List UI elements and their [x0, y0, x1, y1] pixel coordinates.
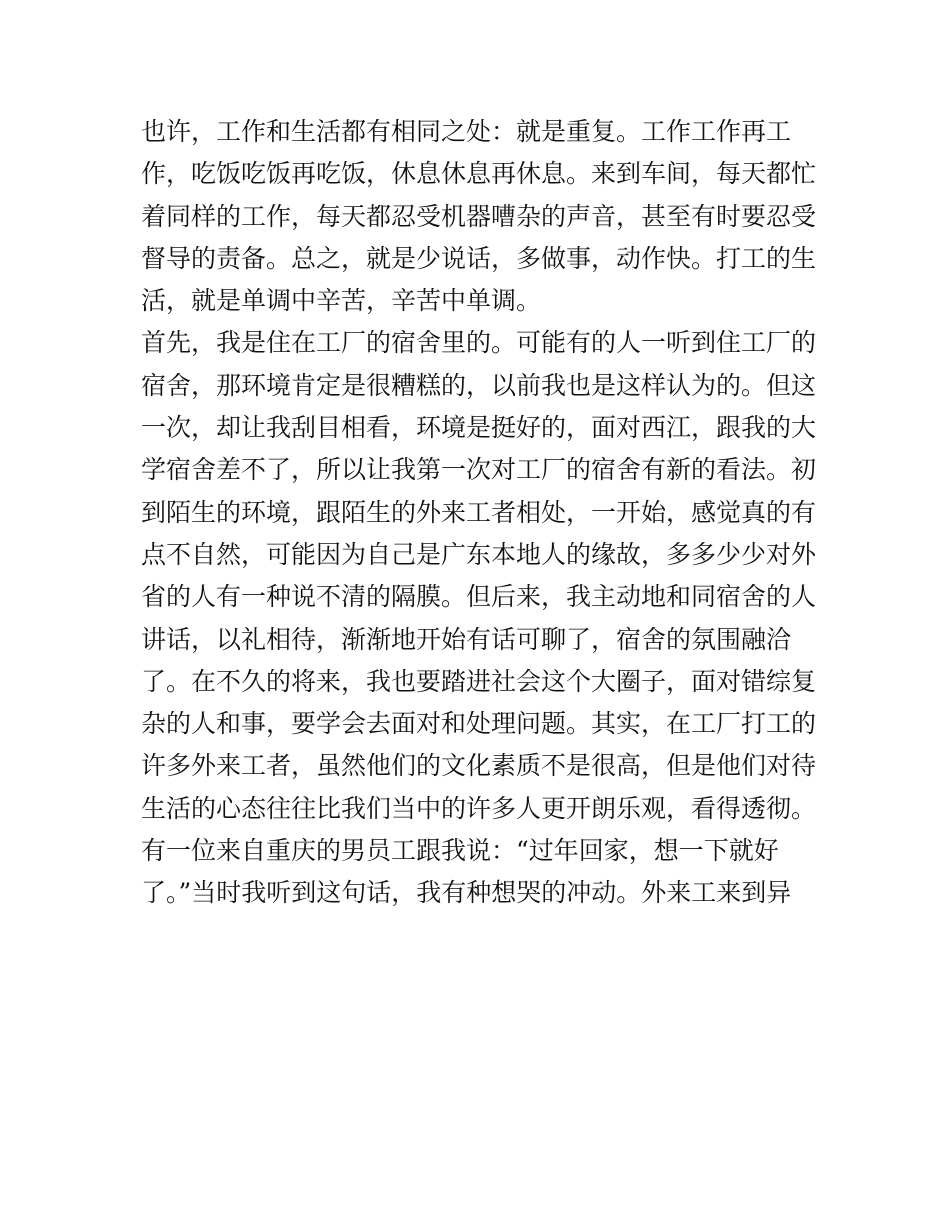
text-line: 了。在不久的将来，我也要踏进社会这个大圈子，面对错综复: [141, 666, 817, 696]
text-line: 省的人有一种说不清的隔膜。但后来，我主动地和同宿舍的人: [141, 582, 817, 612]
text-line: 学宿舍差不了，所以让我第一次对工厂的宿舍有新的看法。初: [141, 455, 817, 485]
text-line: 活，就是单调中辛苦，辛苦中单调。: [141, 286, 542, 316]
text-line: 宿舍，那环境肯定是很糟糕的，以前我也是这样认为的。但这: [141, 370, 817, 400]
text-line: 了。”当时我听到这句话，我有种想哭的冲动。外来工来到异: [141, 878, 792, 908]
text-line: 首先，我是住在工厂的宿舍里的。可能有的人一听到住工厂的: [141, 328, 817, 358]
paragraph-1: [141, 111, 821, 322]
text-line: 许多外来工者，虽然他们的文化素质不是很高，但是他们对待: [141, 751, 817, 781]
text-line: 有一位来自重庆的男员工跟我说：“过年回家，想一下就好: [141, 836, 779, 866]
body-text: [141, 111, 821, 915]
text-line: 杂的人和事，要学会去面对和处理问题。其实，在工厂打工的: [141, 709, 817, 739]
text-line: 作，吃饭吃饭再吃饭，休息休息再休息。来到车间，每天都忙: [141, 159, 817, 189]
text-line: 到陌生的环境，跟陌生的外来工者相处，一开始，感觉真的有: [141, 497, 817, 527]
text-line: 督导的责备。总之，就是少说话，多做事，动作快。打工的生: [141, 243, 817, 273]
text-line: 生活的心态往往比我们当中的许多人更开朗乐观，看得透彻。: [141, 793, 817, 823]
paragraph-2: [141, 322, 821, 914]
text-line: 一次，却让我刮目相看，环境是挺好的，面对西江，跟我的大: [141, 413, 817, 443]
text-line: 点不自然，可能因为自己是广东本地人的缘故，多多少少对外: [141, 539, 817, 569]
text-line: 着同样的工作，每天都忍受机器嘈杂的声音，甚至有时要忍受: [141, 201, 817, 231]
text-line: 讲话，以礼相待，渐渐地开始有话可聊了，宿舍的氛围融洽: [141, 624, 792, 654]
text-line: 也许，工作和生活都有相同之处：就是重复。工作工作再工: [141, 117, 792, 146]
